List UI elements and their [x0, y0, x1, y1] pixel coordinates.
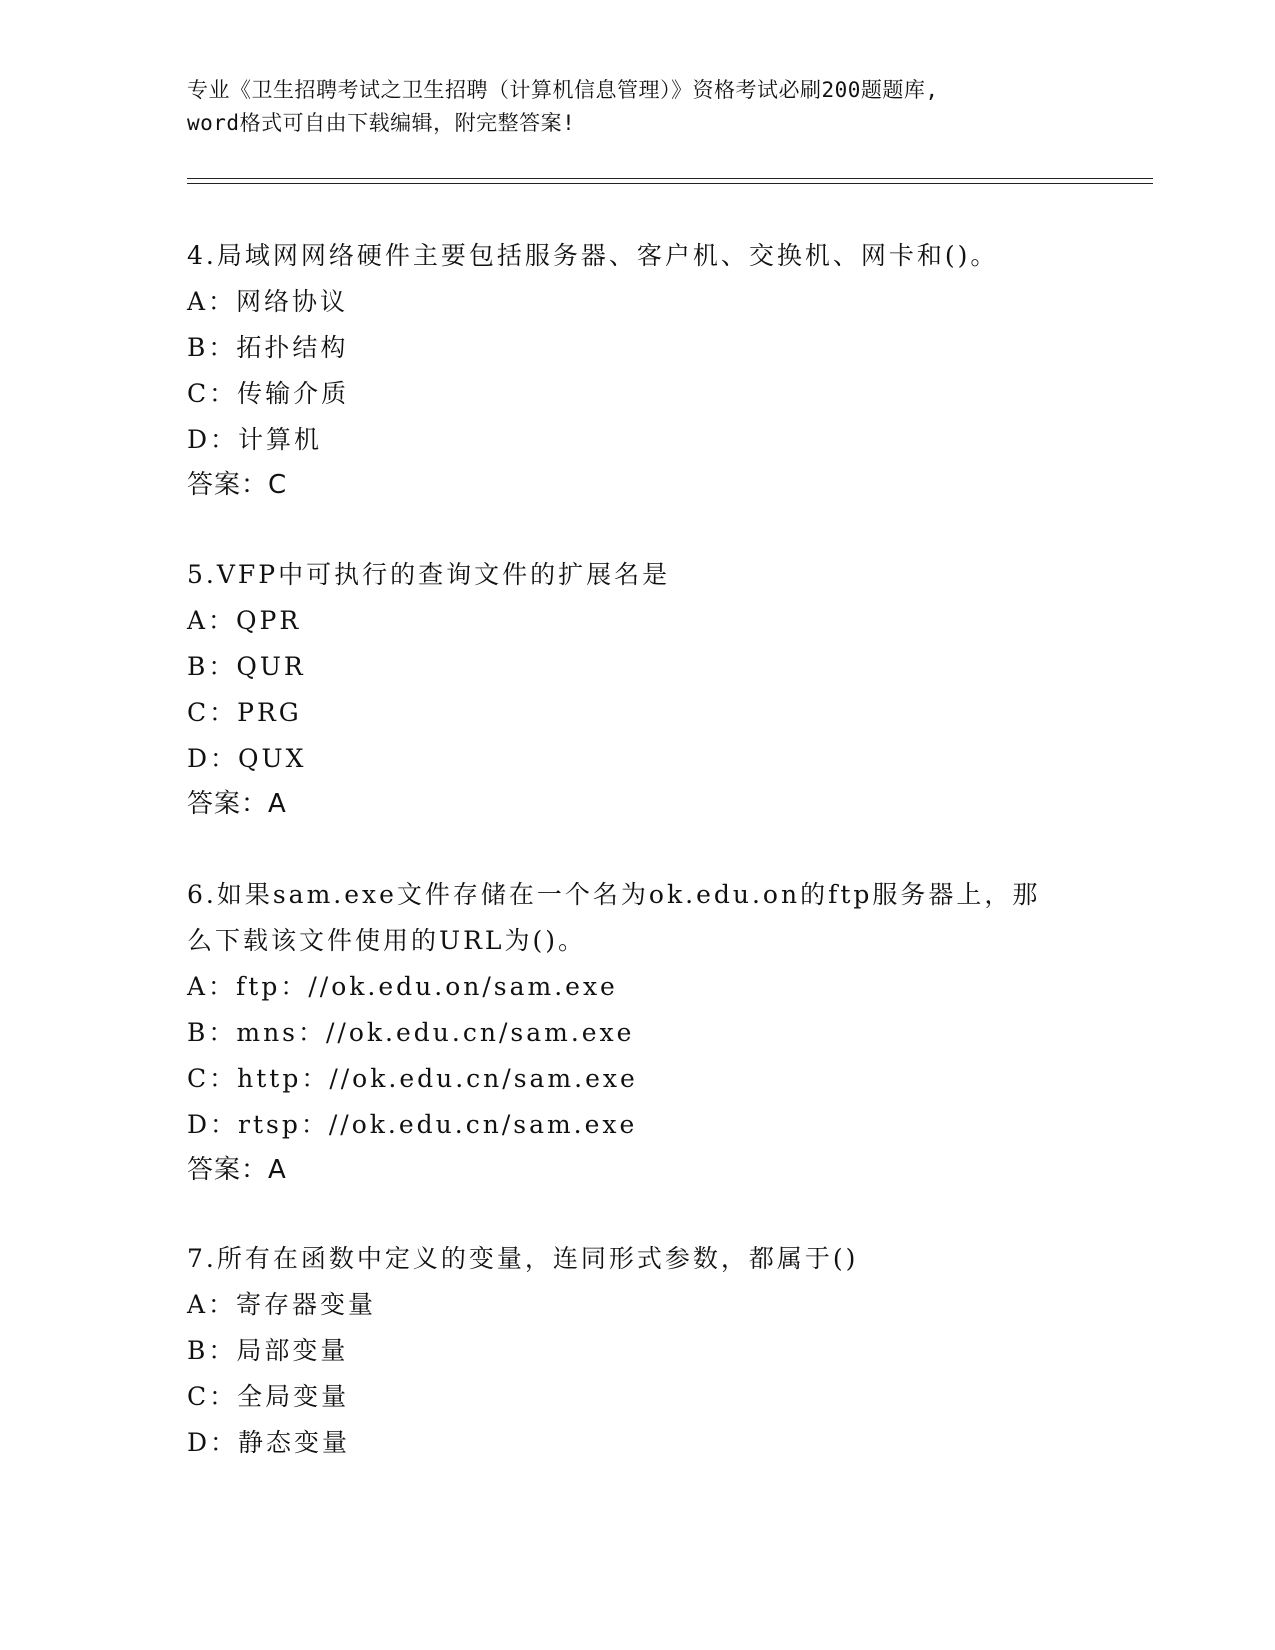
- option-a: A：ftp：//ok.edu.on/sam.exe: [187, 972, 618, 1001]
- question-6: [187, 872, 1087, 1193]
- header-rule-bottom: [187, 183, 1153, 184]
- header-line-1: 专业《卫生招聘考试之卫生招聘（计算机信息管理）》资格考试必刷200题题库,: [187, 78, 939, 102]
- question-stem: 4.局域网网络硬件主要包括服务器、客户机、交换机、网卡和()。: [187, 241, 999, 270]
- option-d: D：计算机: [187, 425, 323, 454]
- question-stem-line-2: 么下载该文件使用的URL为()。: [187, 926, 587, 955]
- option-b: B：局部变量: [187, 1336, 349, 1365]
- answer-label: 答案：A: [187, 789, 287, 819]
- question-stem-line-1: 6.如果sam.exe文件存储在一个名为ok.edu.on的ftp服务器上，那: [187, 880, 1041, 909]
- option-b: B：mns：//ok.edu.cn/sam.exe: [187, 1018, 635, 1047]
- answer-label: 答案：C: [187, 470, 288, 500]
- document-header: [187, 74, 1087, 140]
- question-stem: 5.VFP中可执行的查询文件的扩展名是: [187, 560, 671, 589]
- option-a: A：QPR: [187, 606, 302, 635]
- option-c: C：全局变量: [187, 1382, 350, 1411]
- answer-label: 答案：A: [187, 1155, 287, 1185]
- option-a: A：网络协议: [187, 287, 349, 316]
- option-b: B：QUR: [187, 652, 306, 681]
- option-a: A：寄存器变量: [187, 1290, 377, 1319]
- question-5: [187, 552, 1087, 827]
- header-rule-top: [187, 178, 1153, 179]
- option-d: D：rtsp：//ok.edu.cn/sam.exe: [187, 1110, 638, 1139]
- question-7: [187, 1236, 1087, 1466]
- header-line-2: word格式可自由下载编辑，附完整答案!: [187, 111, 576, 135]
- question-stem: 7.所有在函数中定义的变量，连同形式参数，都属于(): [187, 1244, 859, 1273]
- option-d: D：静态变量: [187, 1428, 351, 1457]
- option-c: C：PRG: [187, 698, 302, 727]
- option-d: D：QUX: [187, 744, 307, 773]
- question-4: [187, 233, 1087, 508]
- option-b: B：拓扑结构: [187, 333, 349, 362]
- option-c: C：传输介质: [187, 379, 350, 408]
- option-c: C：http：//ok.edu.cn/sam.exe: [187, 1064, 638, 1093]
